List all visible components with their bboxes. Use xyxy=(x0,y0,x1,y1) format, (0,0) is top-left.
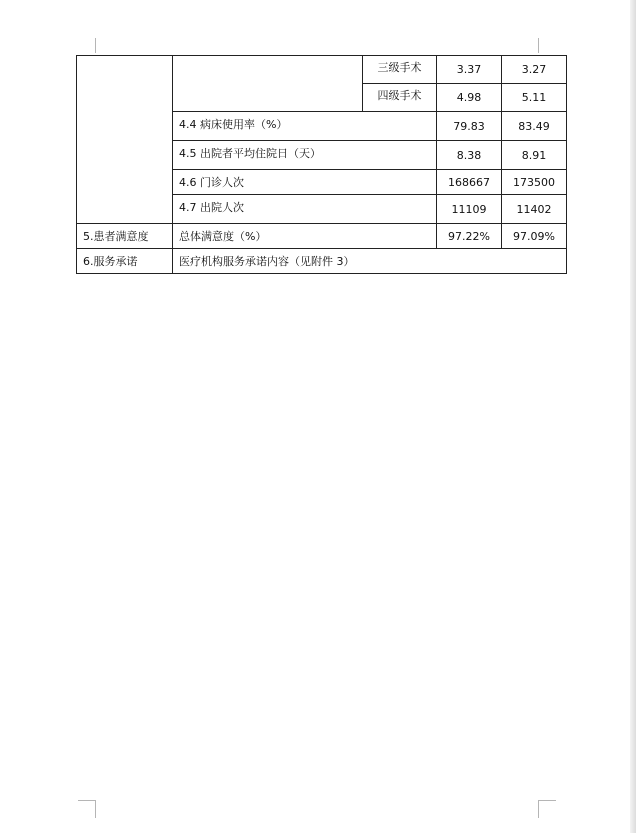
commitment-category: 6.服务承诺 xyxy=(77,249,173,274)
table-row xyxy=(77,224,567,249)
surgery-level3-value-2: 3.27 xyxy=(502,56,567,84)
commitment-label: 医疗机构服务承诺内容（见附件 3） xyxy=(173,249,567,274)
average-stay-value-2: 8.91 xyxy=(502,141,567,170)
discharge-count-label: 4.7 出院人次 xyxy=(173,195,437,224)
surgery-level3-label: 三级手术 xyxy=(363,56,437,84)
crop-mark-top-left-vertical xyxy=(95,38,96,53)
bed-use-rate-label: 4.4 病床使用率（%） xyxy=(173,112,437,141)
crop-mark-bottom-left-vertical xyxy=(95,800,96,818)
surgery-level4-label: 四级手术 xyxy=(363,84,437,112)
surgery-level3-value-1: 3.37 xyxy=(437,56,502,84)
crop-mark-top-right-vertical xyxy=(538,38,539,53)
bed-use-rate-value-1: 79.83 xyxy=(437,112,502,141)
subcategory-cell-empty xyxy=(173,56,363,112)
category-cell-empty xyxy=(77,56,173,224)
satisfaction-label: 总体满意度（%） xyxy=(173,224,437,249)
table-row xyxy=(77,249,567,274)
satisfaction-category: 5.患者满意度 xyxy=(77,224,173,249)
discharge-count-value-1: 11109 xyxy=(437,195,502,224)
average-stay-label: 4.5 出院者平均住院日（天） xyxy=(173,141,437,170)
crop-mark-bottom-right-vertical xyxy=(538,800,539,818)
surgery-level4-value-1: 4.98 xyxy=(437,84,502,112)
surgery-level4-value-2: 5.11 xyxy=(502,84,567,112)
discharge-count-value-2: 11402 xyxy=(502,195,567,224)
crop-mark-bottom-left-horizontal xyxy=(78,800,96,801)
bed-use-rate-value-2: 83.49 xyxy=(502,112,567,141)
crop-mark-bottom-right-horizontal xyxy=(538,800,556,801)
average-stay-value-1: 8.38 xyxy=(437,141,502,170)
page-edge-shadow xyxy=(630,0,636,833)
outpatient-visits-label: 4.6 门诊人次 xyxy=(173,170,437,195)
satisfaction-value-2: 97.09% xyxy=(502,224,567,249)
indicator-table xyxy=(76,55,567,274)
satisfaction-value-1: 97.22% xyxy=(437,224,502,249)
outpatient-visits-value-2: 173500 xyxy=(502,170,567,195)
table-row xyxy=(77,56,567,84)
outpatient-visits-value-1: 168667 xyxy=(437,170,502,195)
